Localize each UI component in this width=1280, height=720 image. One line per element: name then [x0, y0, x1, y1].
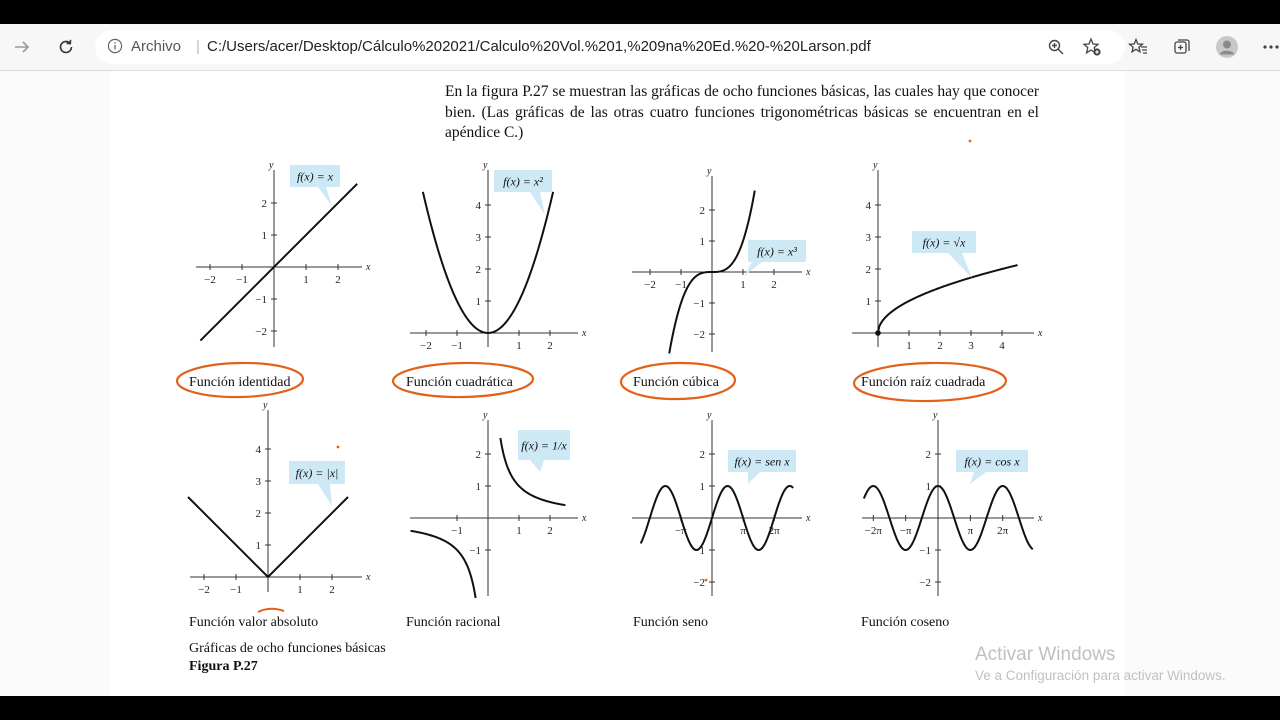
graph-panel-4	[852, 160, 1043, 402]
x-tick-label: −2	[198, 584, 210, 596]
y-tick-label: −1	[469, 545, 481, 557]
y-tick-label: 2	[925, 449, 931, 461]
formula-label: f(x) = |x|	[295, 466, 339, 480]
y-tick-label: 2	[699, 205, 705, 217]
x-tick-label: π	[967, 525, 974, 537]
site-label: Archivo	[131, 38, 182, 55]
windows-activation-watermark	[975, 644, 1226, 683]
y-tick-label: 2	[475, 264, 481, 276]
x-axis-label: x	[366, 572, 371, 583]
x-axis-label: x	[1038, 513, 1043, 524]
x-axis-label: x	[1038, 328, 1043, 339]
y-axis-label: y	[269, 160, 274, 171]
x-tick-label: −1	[236, 274, 248, 286]
graph-panel-8	[861, 410, 1043, 630]
y-axis-label: y	[483, 410, 488, 421]
y-tick-label: −2	[255, 326, 267, 338]
x-tick-label: −1	[451, 340, 463, 352]
callout-pointer	[744, 262, 762, 276]
graph-panel-6	[406, 410, 587, 630]
x-axis-label: x	[366, 262, 371, 273]
formula-label: f(x) = 1/x	[521, 438, 567, 453]
y-axis-label: y	[263, 400, 268, 411]
y-axis-label: y	[933, 410, 938, 421]
y-tick-label: 4	[865, 200, 871, 212]
graph-panel-7	[632, 410, 811, 630]
y-tick-label: 1	[255, 540, 261, 552]
origin-point	[875, 330, 881, 336]
intro-text: En la figura P.27 se muestran las gráficas de ocho funciones básicas, las cuales hay que conocer bien. (Las gráficas de las otras cuatro funciones trigonométricas básicas se encuentran en el apéndice C.)	[445, 83, 1039, 141]
x-tick-label: −1	[451, 525, 463, 537]
x-tick-label: 1	[516, 525, 522, 537]
x-tick-label: 2π	[997, 525, 1009, 537]
x-tick-label: π	[740, 525, 746, 537]
formula-label: f(x) = x	[296, 169, 334, 184]
callout-pointer	[970, 472, 986, 484]
x-axis-label: x	[806, 513, 811, 524]
curve-sqrt	[878, 265, 1018, 333]
y-axis-label: y	[707, 166, 712, 177]
x-tick-label: 2	[547, 525, 553, 537]
graph-title: Función valor absoluto	[189, 615, 319, 630]
y-tick-label: 1	[699, 481, 705, 493]
y-tick-label: 2	[475, 449, 481, 461]
y-tick-label: −1	[255, 294, 267, 306]
y-tick-label: −2	[693, 329, 705, 341]
formula-label: f(x) = √x	[922, 235, 966, 250]
y-tick-label: 3	[865, 232, 871, 244]
formula-label: f(x) = x³	[757, 244, 797, 259]
y-tick-label: 1	[475, 296, 481, 308]
annotation-dot	[337, 446, 340, 449]
x-tick-label: −π	[899, 525, 912, 537]
y-tick-label: 3	[255, 476, 261, 488]
x-tick-label: −2π	[864, 525, 882, 537]
y-tick-label: 4	[475, 200, 481, 212]
x-tick-label: 2π	[768, 525, 780, 537]
callout-pointer	[530, 460, 544, 472]
graph-panel-5	[188, 400, 371, 630]
x-tick-label: −2	[644, 279, 656, 291]
y-tick-label: 2	[261, 198, 267, 210]
x-tick-label: 3	[968, 340, 974, 352]
x-tick-label: −1	[230, 584, 242, 596]
curve-rational-left	[411, 531, 476, 598]
y-axis-label: y	[707, 410, 712, 421]
y-tick-label: 2	[255, 508, 261, 520]
x-tick-label: 2	[329, 584, 335, 596]
y-tick-label: −2	[693, 577, 705, 589]
callout-pointer	[530, 192, 545, 215]
y-tick-label: 3	[475, 232, 481, 244]
y-axis-label: y	[873, 160, 878, 171]
annotation-dot	[969, 140, 972, 143]
formula-label: f(x) = x²	[503, 174, 543, 189]
x-tick-label: 1	[303, 274, 309, 286]
curve-identity	[200, 184, 357, 341]
callout-pointer	[318, 484, 332, 506]
y-axis-label: y	[483, 160, 488, 171]
url-text[interactable]: C:/Users/acer/Desktop/Cálculo%202021/Calculo%20Vol.%201,%209na%20Ed.%20-%20Larson.pdf	[207, 38, 871, 55]
graph-title: Función racional	[406, 615, 501, 630]
watermark-subtitle: Ve a Configuración para activar Windows.	[975, 668, 1226, 683]
x-tick-label: 1	[516, 340, 522, 352]
figure-label: Figura P.27	[189, 659, 258, 674]
y-tick-label: 1	[699, 236, 705, 248]
underline-annotation	[258, 609, 284, 612]
y-tick-label: 1	[865, 296, 871, 308]
x-tick-label: 2	[937, 340, 943, 352]
graph-title: Función cuadrática	[406, 375, 513, 390]
graph-panel-3	[621, 166, 811, 400]
y-tick-label: 1	[925, 481, 931, 493]
graph-title: Función seno	[633, 615, 709, 630]
graph-title: Función identidad	[189, 375, 291, 390]
figure-caption: Gráficas de ocho funciones básicas	[189, 641, 386, 656]
x-tick-label: 2	[771, 279, 777, 291]
x-tick-label: −2	[420, 340, 432, 352]
graph-panel-2	[393, 160, 587, 398]
x-axis-label: x	[582, 328, 587, 339]
formula-label: f(x) = cos x	[964, 454, 1020, 469]
graph-title: Función cúbica	[633, 375, 719, 390]
watermark-title: Activar Windows	[975, 644, 1116, 665]
y-tick-label: 2	[865, 264, 871, 276]
y-tick-label: 1	[261, 230, 267, 242]
x-tick-label: 2	[335, 274, 341, 286]
y-tick-label: 2	[699, 449, 705, 461]
x-axis-label: x	[806, 267, 811, 278]
x-tick-label: −π	[675, 525, 687, 537]
x-axis-label: x	[582, 513, 587, 524]
annotation-dot	[705, 579, 708, 582]
graph-panel-1	[177, 160, 371, 398]
x-tick-label: 1	[740, 279, 746, 291]
graph-title: Función raíz cuadrada	[861, 375, 986, 390]
x-tick-label: 1	[297, 584, 303, 596]
y-tick-label: −1	[919, 545, 931, 557]
y-tick-label: −1	[693, 545, 705, 557]
y-tick-label: −2	[919, 577, 931, 589]
x-tick-label: 4	[999, 340, 1005, 352]
callout-pointer	[318, 187, 332, 206]
x-tick-label: 2	[547, 340, 553, 352]
x-tick-label: −1	[675, 279, 687, 291]
x-tick-label: 1	[906, 340, 912, 352]
callout-pointer	[948, 253, 972, 278]
y-tick-label: −1	[693, 298, 705, 310]
formula-label: f(x) = sen x	[734, 454, 790, 469]
callout-pointer	[748, 472, 760, 484]
address-separator: |	[196, 38, 200, 55]
graph-title: Función coseno	[861, 615, 950, 630]
x-tick-label: −2	[204, 274, 216, 286]
y-tick-label: 1	[475, 481, 481, 493]
y-tick-label: 4	[255, 444, 261, 456]
